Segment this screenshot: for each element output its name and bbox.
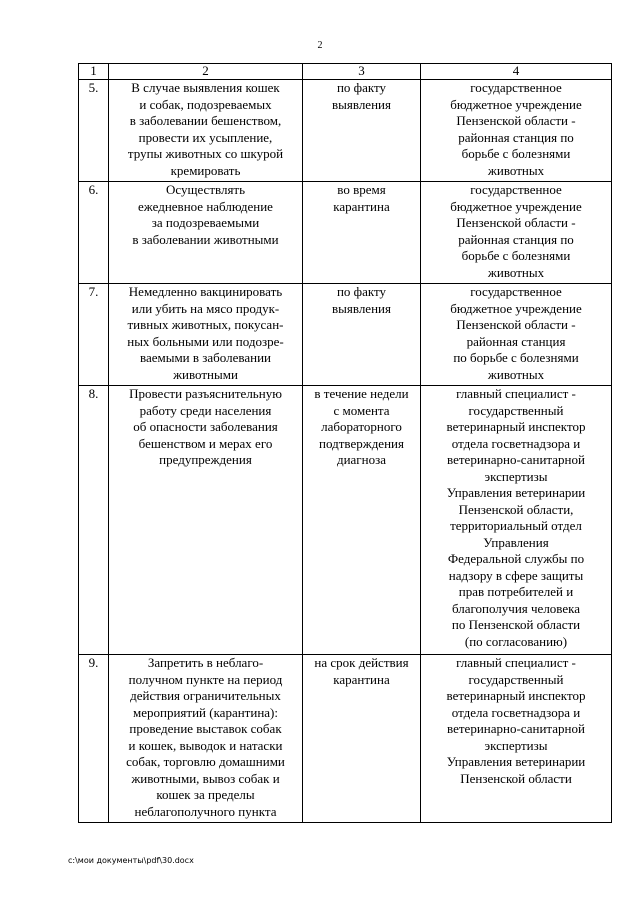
measure-text: Провести разъяснительную работу среди населения об опасности заболевания бешенством и мерах его предупреждения [109, 386, 303, 655]
row-number: 9. [79, 655, 109, 823]
row-number: 8. [79, 386, 109, 655]
column-header-2: 2 [109, 64, 303, 80]
row-number: 7. [79, 284, 109, 386]
row-number: 5. [79, 80, 109, 182]
responsible-text: главный специалист - государственный ветеринарный инспектор отдела госветнадзора и ветеринарно-санитарной экспертизы Управления ветеринарии Пензенской области, территориальный отдел Управления Федеральной службы по надзору в сфере защиты прав потребителей и благополучия человека по Пензенской области (по согласованию) [421, 386, 612, 655]
measure-text: Запретить в неблаго- получном пункте на период действия ограничительных мероприятий (карантина): проведение выставок собак и кошек, выводок и натаски собак, торговлю домашними животными, вывоз собак и кошек за пределы неблагополучного пункта [109, 655, 303, 823]
table-row [79, 655, 612, 823]
row-number: 6. [79, 182, 109, 284]
column-header-1: 1 [79, 64, 109, 80]
column-header-4: 4 [421, 64, 612, 80]
table-row [79, 386, 612, 655]
term-text: в течение недели с момента лабораторного подтверждения диагноза [303, 386, 421, 655]
responsible-text: государственное бюджетное учреждение Пензенской области - районная станция по борьбе с болезнями животных [421, 284, 612, 386]
column-header-3: 3 [303, 64, 421, 80]
responsible-text: государственное бюджетное учреждение Пензенской области - районная станция по борьбе с болезнями животных [421, 80, 612, 182]
table-row [79, 80, 612, 182]
term-text: по факту выявления [303, 284, 421, 386]
page-number: 2 [317, 40, 323, 51]
table-row [79, 284, 612, 386]
measure-text: Немедленно вакцинировать или убить на мясо продук- тивных животных, покусан- ных больными или подозре- ваемыми в заболевании животными [109, 284, 303, 386]
measure-text: Осуществлять ежедневное наблюдение за подозреваемыми в заболевании животными [109, 182, 303, 284]
responsible-text: государственное бюджетное учреждение Пензенской области - районная станция по борьбе с болезнями животных [421, 182, 612, 284]
table-row [79, 182, 612, 284]
term-text: во время карантина [303, 182, 421, 284]
file-path-footer: c:\мои документы\pdf\30.docx [68, 856, 194, 865]
measure-text: В случае выявления кошек и собак, подозреваемых в заболевании бешенством, провести их усыпление, трупы животных со шкурой кремировать [109, 80, 303, 182]
table-header-row [79, 64, 612, 80]
measures-table [78, 63, 612, 823]
responsible-text: главный специалист - государственный ветеринарный инспектор отдела госветнадзора и ветеринарно-санитарной экспертизы Управления ветеринарии Пензенской области [421, 655, 612, 823]
term-text: по факту выявления [303, 80, 421, 182]
term-text: на срок действия карантина [303, 655, 421, 823]
